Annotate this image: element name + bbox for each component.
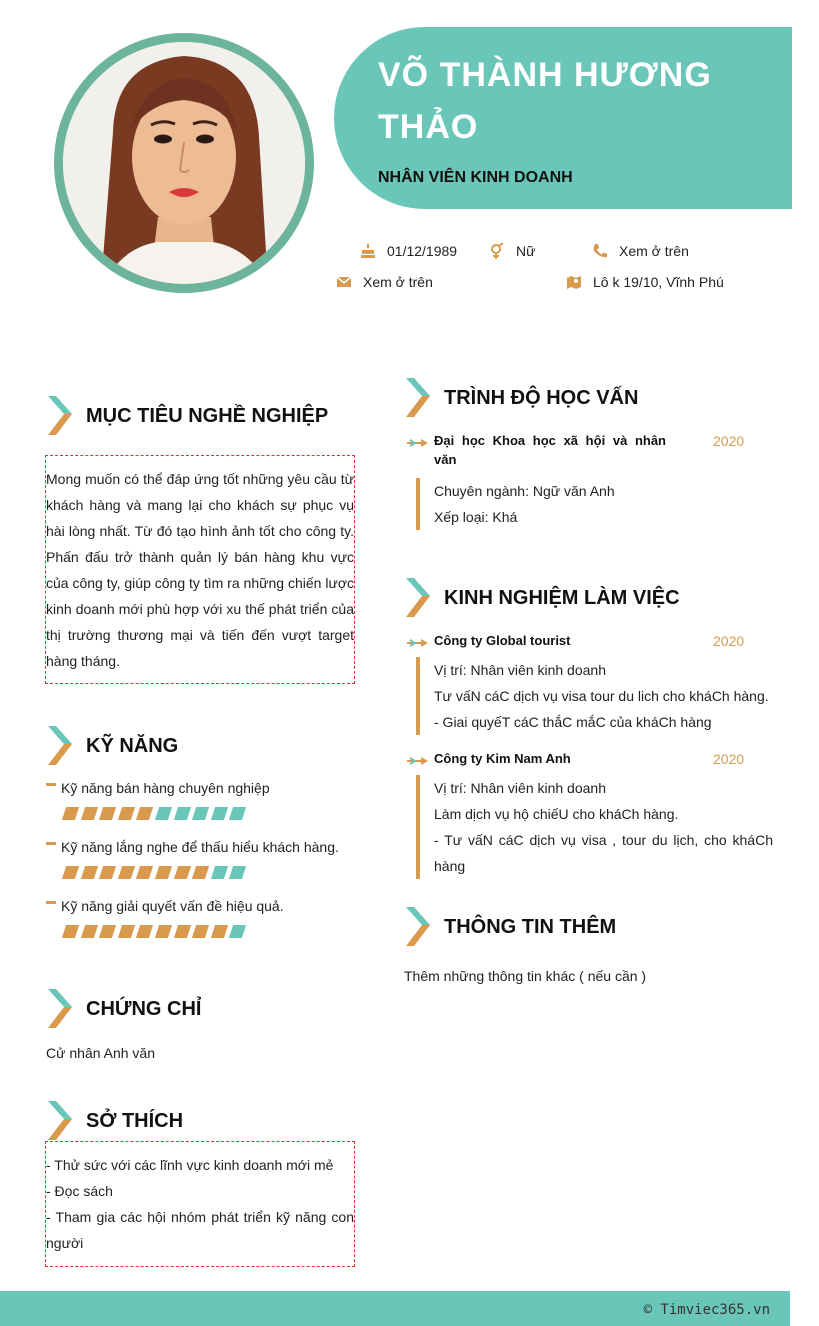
skill-item [46, 780, 346, 820]
certificates-header [47, 988, 201, 1030]
section-chevron-icon [47, 988, 75, 1030]
section-chevron-icon [47, 725, 75, 767]
job-details [416, 775, 773, 879]
certificates-title: CHỨNG CHỈ [86, 997, 202, 1020]
skill-segment-filled [211, 925, 228, 938]
skill-segment-filled [118, 925, 135, 938]
birthday-cake-icon [360, 243, 376, 259]
additional-header [405, 906, 616, 948]
job-year: 2020 [713, 633, 745, 649]
section-chevron-icon [47, 1100, 75, 1142]
skill-segment-filled [99, 866, 116, 879]
birthday-info [360, 243, 457, 259]
map-pin-icon [566, 274, 582, 290]
skill-segment-filled [173, 866, 190, 879]
skills-title: KỸ NĂNG [86, 734, 179, 757]
school-name-line1: Đại học Khoa học xã hội và nhân [434, 433, 666, 448]
skills-header [47, 725, 178, 767]
job-title: NHÂN VIÊN KINH DOANH [378, 169, 573, 186]
skill-segment-filled [118, 807, 135, 820]
skill-segment-empty [229, 807, 246, 820]
section-chevron-icon [405, 377, 433, 419]
candidate-name: VÕ THÀNH HƯƠNG THẢO [378, 56, 712, 146]
gender-value: Nữ [516, 243, 536, 259]
skill-segment-filled [136, 925, 153, 938]
skill-item [46, 898, 346, 938]
skill-segment-filled [118, 866, 135, 879]
job-line: Vị trí: Nhân viên kinh doanh [434, 662, 606, 678]
gender-info [489, 243, 535, 259]
skill-segment-filled [80, 807, 97, 820]
job-line: Tư vấN cáC dịch vụ visa tour du lich cho kháCh hàng. [434, 688, 769, 704]
gender-icon [489, 243, 505, 259]
skill-segment-filled [62, 925, 79, 938]
job-line: Vị trí: Nhân viên kinh doanh [434, 780, 606, 796]
additional-text: Thêm những thông tin khác ( nếu cần ) [404, 968, 647, 984]
skill-segment-empty [155, 807, 172, 820]
address-info [566, 274, 724, 290]
phone-info [592, 243, 689, 259]
hobby-line: - Thử sức với các lĩnh vực kinh doanh mới mẻ [46, 1157, 334, 1173]
avatar [63, 42, 305, 284]
hobbies-title: SỞ THÍCH [86, 1109, 184, 1132]
envelope-icon [336, 274, 352, 290]
education-details [416, 478, 773, 530]
skill-segment-filled [155, 866, 172, 879]
address-value: Lô k 19/10, Vĩnh Phú [593, 274, 724, 290]
skill-segment-empty [173, 807, 190, 820]
objective-text: Mong muốn có thể đáp ứng tốt những yêu cầu từ khách hàng và mang lại cho khách sự phục vụ hài lòng nhất. Từ đó tạo hình ảnh tốt cho công ty. Phấn đấu trở thành quản lý bán hàng khu vực của công ty, giúp công ty tìm ra những chiến lược kinh doanh mới phù hợp với xu thế phát triển của thị trường thương mại và tiến đến vượt target hàng tháng. [46, 471, 354, 669]
job-details [416, 657, 773, 735]
entry-arrow-icon [407, 438, 429, 448]
skill-item [46, 839, 346, 879]
additional-title: THÔNG TIN THÊM [444, 915, 617, 938]
section-chevron-icon [405, 577, 433, 619]
education-year: 2020 [713, 433, 745, 449]
section-chevron-icon [405, 906, 433, 948]
education-header [405, 377, 638, 419]
company-name: Công ty Kim Nam Anh [434, 751, 571, 766]
skill-segment-filled [192, 866, 209, 879]
skill-segment-empty [192, 807, 209, 820]
avatar-portrait-image [63, 42, 305, 284]
footer-copyright: © Timviec365.vn [643, 1302, 770, 1318]
skill-segment-filled [136, 807, 153, 820]
section-chevron-icon [47, 395, 75, 437]
skill-segment-filled [62, 866, 79, 879]
email-info [336, 274, 433, 290]
company-name: Công ty Global tourist [434, 633, 571, 648]
name-banner [334, 27, 792, 209]
experience-entry [407, 634, 773, 735]
skill-segment-filled [136, 866, 153, 879]
objective-box [45, 455, 355, 684]
skill-segment-empty [229, 866, 246, 879]
skill-segment-filled [192, 925, 209, 938]
job-line: - Giai quyếT cáC thắC mắC của kháCh hàng [434, 714, 712, 730]
education-entry [407, 434, 773, 530]
objective-header [47, 395, 328, 437]
experience-header [405, 577, 680, 619]
certificates-text: Cử nhân Anh văn [46, 1045, 156, 1061]
email-value: Xem ở trên [363, 274, 433, 290]
skill-rating-bar [64, 866, 346, 879]
skill-segment-empty [211, 866, 228, 879]
skill-segment-filled [173, 925, 190, 938]
avatar-frame [54, 33, 314, 293]
skill-rating-bar [64, 807, 346, 820]
experience-entry [407, 752, 773, 879]
school-name-line2: văn [434, 452, 457, 467]
phone-value: Xem ở trên [619, 243, 689, 259]
footer [0, 1291, 790, 1326]
entry-arrow-icon [407, 638, 429, 648]
skill-rating-bar [64, 925, 346, 938]
education-title: TRÌNH ĐỘ HỌC VẤN [444, 386, 639, 409]
objective-title: MỤC TIÊU NGHỀ NGHIỆP [86, 404, 329, 427]
birthday-value: 01/12/1989 [387, 243, 458, 259]
skill-segment-empty [229, 925, 246, 938]
skill-label: Kỹ năng lắng nghe để thấu hiểu khách hàng. [61, 839, 339, 855]
skill-segment-empty [211, 807, 228, 820]
skill-segment-filled [62, 807, 79, 820]
entry-arrow-icon [407, 756, 429, 766]
hobbies-header [47, 1100, 183, 1142]
job-year: 2020 [713, 751, 745, 767]
skill-segment-filled [99, 807, 116, 820]
skill-label: Kỹ năng bán hàng chuyên nghiệp [61, 780, 270, 796]
hobbies-box [45, 1141, 355, 1267]
education-grade: Xếp loại: Khá [434, 509, 518, 525]
skill-segment-filled [80, 866, 97, 879]
job-line: - Tư vấN cáC dịch vụ visa , tour du lịch, cho kháCh hàng [434, 832, 773, 874]
skill-label: Kỹ năng giải quyết vấn đề hiệu quả. [61, 898, 284, 914]
experience-title: KINH NGHIỆM LÀM VIỆC [444, 586, 680, 609]
phone-icon [592, 243, 608, 259]
skill-segment-filled [80, 925, 97, 938]
education-major: Chuyên ngành: Ngữ văn Anh [434, 483, 615, 499]
job-line: Làm dịch vụ hộ chiếU cho kháCh hàng. [434, 806, 679, 822]
hobby-line: - Đọc sách [46, 1183, 113, 1199]
hobby-line: - Tham gia các hội nhóm phát triển kỹ năng con người [46, 1209, 354, 1251]
skill-segment-filled [155, 925, 172, 938]
skill-segment-filled [99, 925, 116, 938]
